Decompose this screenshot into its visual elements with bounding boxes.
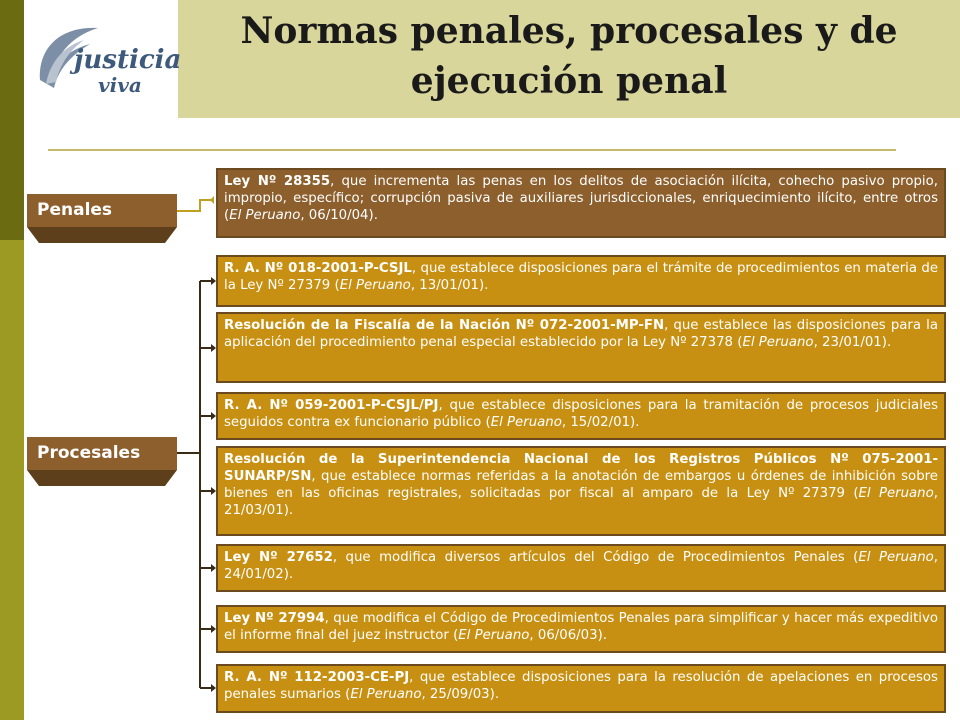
justicia-viva-logo (30, 18, 182, 108)
logo-word-viva: viva (98, 73, 142, 97)
norm-item-resolucion-fiscalia-072-2001: Resolución de la Fiscalía de la Nación Nº 072-2001-MP-FN, que establece las disposiciones para la aplicación del procedimiento penal especial establecido por la Ley Nº 27378 (El Peruano, 23/01/01). (216, 312, 946, 383)
category-procesales (27, 437, 177, 486)
title-line-1: Normas penales, procesales y de (240, 10, 898, 52)
category-penales (27, 194, 177, 243)
norm-item-ra-112-2003: R. A. Nº 112-2003-CE-PJ, que establece disposiciones para la resolución de apelaciones en procesos penales sumarios (El Peruano, 25/09/03). (216, 664, 946, 713)
category-procesales-label: Procesales (37, 443, 141, 463)
title-line-2: ejecución penal (410, 60, 728, 102)
norm-item-ley-28355: Ley Nº 28355, que incrementa las penas en los delitos de asociación ilícita, cohecho pasivo propio, impropio, específico; corrupción pasiva de auxiliares jurisdiccionales, enriquecimiento ilícito, entre otros (El Peruano, 06/10/04). (216, 168, 946, 238)
norm-item-ra-018-2001: R. A. Nº 018-2001-P-CSJL, que establece disposiciones para el trámite de procedimientos en materia de la Ley Nº 27379 (El Peruano, 13/01/01). (216, 255, 946, 307)
page-title (178, 6, 960, 106)
left-accent-bar-top (0, 0, 24, 240)
norm-item-resolucion-sunarp-075-2001: Resolución de la Superintendencia Nacional de los Registros Públicos Nº 075-2001-SUNARP/SN, que establece normas referidas a la anotación de embargos u órdenes de inhibición sobre bienes en las oficinas registrales, solicitadas por fiscal al amparo de la Ley Nº 27379 (El Peruano, 21/03/01). (216, 446, 946, 536)
left-accent-bar-bottom (0, 240, 24, 720)
logo-word-justicia: justicia (74, 45, 182, 75)
norm-item-ley-27994: Ley Nº 27994, que modifica el Código de Procedimientos Penales para simplificar y hacer más expeditivo el informe final del juez instructor (El Peruano, 06/06/03). (216, 605, 946, 653)
category-penales-label: Penales (37, 200, 113, 220)
norm-item-ra-059-2001: R. A. Nº 059-2001-P-CSJL/PJ, que establece disposiciones para la tramitación de procesos judiciales seguidos contra ex funcionario público (El Peruano, 15/02/01). (216, 392, 946, 440)
header-divider (48, 149, 896, 151)
norm-item-ley-27652: Ley Nº 27652, que modifica diversos artículos del Código de Procedimientos Penales (El Peruano, 24/01/02). (216, 544, 946, 592)
